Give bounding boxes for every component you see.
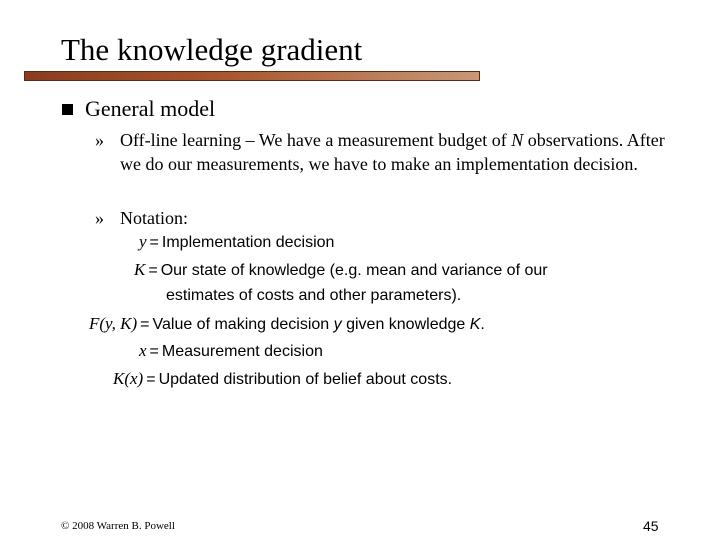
square-bullet-icon xyxy=(62,104,73,115)
variable-k: K xyxy=(469,316,481,333)
page-number: 45 xyxy=(643,518,659,534)
notation-rhs: Our state of knowledge (e.g. mean and variance of our xyxy=(160,262,548,279)
notation-lhs: K xyxy=(134,260,146,279)
notation-k xyxy=(134,260,548,281)
notation-rhs: Implementation decision xyxy=(161,234,335,251)
notation-kx xyxy=(113,369,452,390)
variable-n: N xyxy=(511,130,524,150)
slide-title: The knowledge gradient xyxy=(61,32,363,67)
notation-lhs: y xyxy=(139,232,147,251)
sub-bullet-offline-learning xyxy=(95,128,675,176)
notation-k-continuation: estimates of costs and other parameters). xyxy=(166,287,462,304)
notation-rhs: Measurement decision xyxy=(161,343,323,360)
notation-y xyxy=(139,232,334,253)
copyright-footer: © 2008 Warren B. Powell xyxy=(61,520,175,532)
chevron-bullet-icon: » xyxy=(95,208,104,228)
chevron-bullet-icon: » xyxy=(95,130,104,150)
sub-bullet-text-part1: Off-line learning – We have a measurement budget of xyxy=(120,130,512,150)
notation-lhs: K(x) xyxy=(113,369,144,388)
equals-sign: = xyxy=(149,343,159,360)
notation-lhs: x xyxy=(139,341,147,360)
bullet-text: General model xyxy=(85,96,216,121)
sub-bullet-text-part2: observations. After we do our measurements, we have to make an implementation decision. xyxy=(120,130,665,174)
sub-bullet-notation xyxy=(95,206,675,230)
notation-x xyxy=(139,341,323,362)
title-underline-bar xyxy=(24,71,480,81)
sub-bullet-text xyxy=(120,128,675,176)
notation-rhs: Updated distribution of belief about costs. xyxy=(158,371,453,388)
notation-f xyxy=(89,314,485,335)
notation-rhs-part3: . xyxy=(480,316,485,333)
notation-rhs-part2: given knowledge xyxy=(341,316,470,333)
equals-sign: = xyxy=(146,371,156,388)
notation-rhs-part1: Value of making decision xyxy=(152,316,334,333)
equals-sign: = xyxy=(140,316,150,333)
variable-y: y xyxy=(333,316,342,333)
bullet-general-model xyxy=(62,96,215,122)
equals-sign: = xyxy=(149,234,159,251)
equals-sign: = xyxy=(148,262,158,279)
notation-lhs: F(y, K) xyxy=(89,314,138,333)
sub-bullet-text: Notation: xyxy=(120,208,188,228)
